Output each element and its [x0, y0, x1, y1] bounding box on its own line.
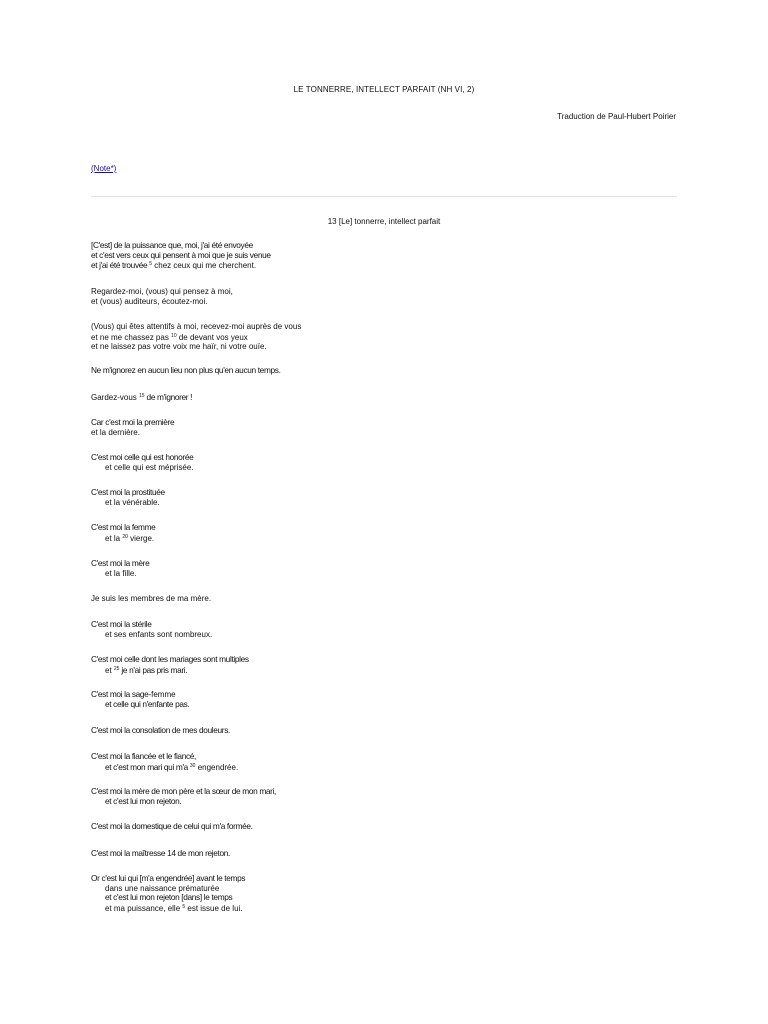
verse-line [91, 251, 691, 261]
verse-text: [C'est] de la puissance que, moi, j'ai été envoyée [91, 240, 253, 250]
stanza [91, 726, 691, 736]
stanza [91, 523, 691, 543]
stanza [91, 366, 691, 376]
verse-text: C'est moi la sage [91, 689, 149, 699]
stanza [91, 559, 691, 578]
verse-line [91, 366, 691, 376]
verse-text: chez ceux qui me cherchent. [152, 261, 257, 270]
verse-text: C'est moi la domestique de celui qui m'a formée. [91, 821, 253, 831]
verse-line [91, 655, 691, 665]
verse-line [91, 665, 691, 676]
verse-line [91, 849, 691, 859]
verse-line [91, 287, 691, 297]
verse-line [91, 752, 691, 762]
section-heading: 13 [Le] tonnerre, intellect parfait [327, 217, 441, 226]
verse-line [91, 797, 691, 807]
verse-text: et c'est lui mon rejeton. [105, 795, 182, 806]
translator-credit: Traduction de Paul-Hubert Poirier [557, 112, 676, 121]
horizontal-divider [91, 196, 677, 197]
verse-text: C'est moi la stérile [91, 619, 152, 629]
stanza [91, 690, 691, 709]
verse-text: et celle qui est méprisée. [105, 462, 194, 472]
verse-line [91, 488, 691, 498]
verse-text: et c'est vers ceux qui pensent à moi que je suis venue [91, 249, 271, 260]
stanza [91, 874, 691, 913]
document-title: LE TONNERRE, INTELLECT PARFAIT (NH VI, 2) [293, 85, 475, 94]
verse-line [91, 893, 691, 903]
stanza [91, 849, 691, 859]
stanza [91, 453, 691, 472]
verse-text: (Vous) qui êtes attentifs à moi, recevez-moi auprès de vous [91, 322, 302, 331]
verse-text: Je suis les membres de ma mère. [91, 594, 212, 603]
stanza [91, 822, 691, 832]
verse-line [91, 523, 691, 533]
verse-text: de devant vos yeux [176, 332, 248, 342]
note-link[interactable]: (Note*) [91, 164, 117, 173]
verse-text: C'est moi la prostituée [91, 487, 165, 497]
line-number: 10 [171, 332, 177, 339]
verse-line [91, 418, 691, 428]
verse-text: -femme [148, 690, 176, 699]
verse-line [91, 594, 691, 604]
verse-text: et ses enfants sont nombreux. [105, 629, 213, 639]
verse-text: et j'ai été trouvée [91, 260, 150, 270]
stanza [91, 418, 691, 437]
verse-text: C'est moi celle dont les mariages sont multiples [91, 654, 249, 664]
verse-text: et la [105, 533, 123, 543]
stanza [91, 620, 691, 639]
verse-text: et ne laissez pas votre voix me haïr, ni votre ouïe. [91, 342, 267, 351]
verse-text: Gardez-vous [91, 393, 140, 402]
verse-text: vierge. [127, 533, 155, 543]
stanza [91, 752, 691, 772]
verse-line [91, 453, 691, 463]
verse-text: et [105, 665, 114, 675]
verse-line [91, 342, 691, 352]
verse-text: et celle qui n'enfante pas. [105, 698, 190, 709]
stanza [91, 392, 691, 403]
verse-line [91, 822, 691, 832]
verse-line [91, 903, 691, 914]
verse-text: engendrée. [195, 762, 239, 772]
verse-line [91, 630, 691, 640]
verse-line [91, 260, 691, 271]
line-number: 25 [113, 665, 120, 672]
verse-line [91, 700, 691, 710]
verse-text: C'est moi la fiancée et le fiancé, [91, 751, 196, 761]
verse-line [91, 559, 691, 569]
line-number: 15 [139, 393, 145, 399]
verse-text: et c'est lui mon rejeton [dans] le temps [105, 892, 233, 902]
verse-line [91, 463, 691, 473]
verse-text: je n'ai pas pris mari. [119, 664, 188, 675]
verse-text: C'est moi la mère [91, 558, 150, 568]
verse-line [91, 392, 691, 403]
verse-line [91, 498, 691, 508]
line-number: 5 [182, 903, 186, 910]
stanza [91, 594, 691, 604]
verse-text: et la vénérable. [105, 497, 160, 507]
verse-text: de m'ignorer ! [144, 392, 193, 402]
verse-line [91, 620, 691, 630]
verse-text: Car c'est moi la première [91, 417, 175, 427]
verse-line [91, 569, 691, 579]
verse-line [91, 533, 691, 544]
verse-text: C'est moi la consolation de mes douleurs. [91, 725, 230, 735]
stanza [91, 655, 691, 675]
line-number: 30 [189, 762, 196, 769]
stanza [91, 287, 691, 306]
stanza [91, 787, 691, 806]
verse-text: C'est moi la maîtresse 14 de mon rejeton. [91, 848, 230, 858]
line-number: 20 [122, 533, 128, 540]
verse-text: et la fille. [105, 568, 137, 578]
verse-line [91, 874, 691, 884]
stanza [91, 241, 691, 271]
verse-text: Or c'est lui qui [m'a engendrée] avant le temps [91, 873, 246, 883]
verse-line [91, 762, 691, 773]
verse-text: C'est moi la mère de mon père et la sœur de mon mari, [91, 786, 276, 796]
verse-text: dans une naissance prématurée [105, 883, 220, 893]
verse-line [91, 297, 691, 307]
verse-text: et (vous) auditeurs, écoutez-moi. [91, 296, 208, 306]
verse-line [91, 428, 691, 438]
verse-text: est issue de lui. [185, 903, 243, 913]
verse-line [91, 322, 691, 332]
verse-text: C'est moi celle qui est honorée [91, 452, 194, 462]
verse-text: C'est moi la femme [91, 522, 156, 532]
stanza [91, 322, 691, 352]
verse-text: Ne m'ignorez en aucun lieu non plus qu'en aucun temps. [91, 365, 281, 375]
verse-text: et la dernière. [91, 427, 140, 437]
verse-line [91, 332, 691, 343]
stanza [91, 488, 691, 507]
line-number: 5 [149, 261, 153, 267]
verse-line [91, 726, 691, 736]
verse-text: et c'est mon mari qui m'a [105, 761, 190, 772]
verse-text: et ne me chassez pas [91, 332, 172, 342]
verse-text: Regardez-moi, (vous) qui pensez à moi, [91, 287, 233, 296]
verse-text: et ma puissance, elle [105, 903, 183, 913]
